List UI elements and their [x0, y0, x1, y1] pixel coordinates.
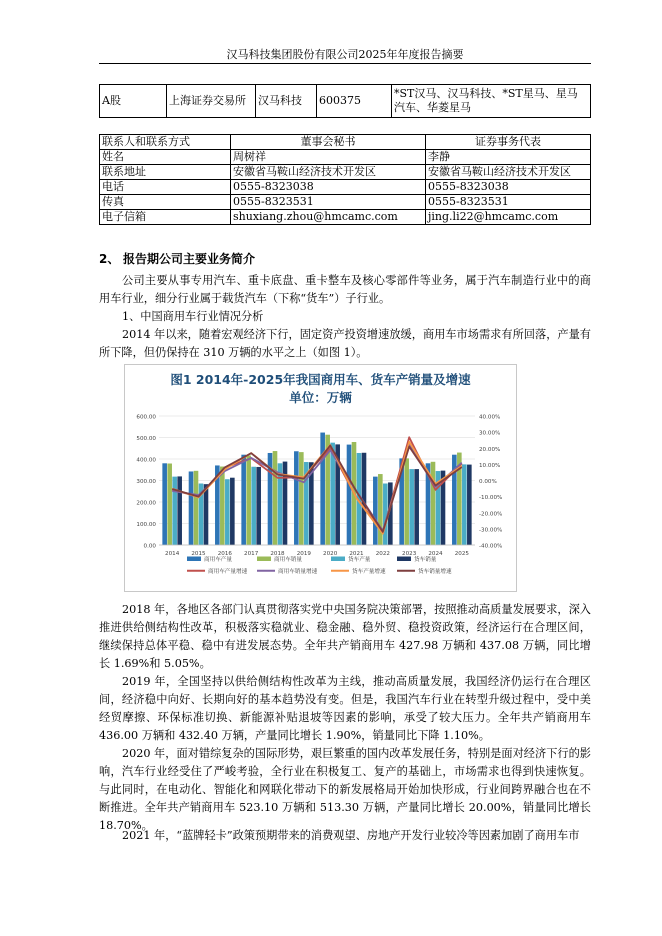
legend-swatch: [331, 557, 345, 562]
y-tick-label: 200.00: [136, 500, 156, 507]
x-tick-label: 2023: [402, 551, 417, 557]
y-tick-label: 600.00: [136, 414, 156, 421]
table-header-cell: 证券事务代表: [426, 135, 591, 150]
y2-tick-label: -20.00%: [479, 511, 503, 518]
table-row: [100, 85, 591, 118]
bar: [167, 464, 172, 545]
contact-table: [99, 134, 591, 225]
table-row: [100, 150, 591, 165]
legend-swatch: [187, 557, 201, 562]
bar: [409, 469, 414, 545]
email-cell: jing.li22@hmcamc.com: [426, 210, 591, 225]
bar: [294, 451, 299, 545]
legend-label: 货车销量增速: [418, 569, 452, 575]
bar: [172, 477, 177, 545]
y-tick-label: 300.00: [136, 479, 156, 485]
section-heading: [99, 250, 255, 267]
x-tick-label: 2014: [165, 551, 180, 557]
y2-tick-label: 0.00%: [479, 479, 497, 485]
table-cell: 电话: [100, 180, 231, 195]
x-tick-label: 2015: [191, 551, 206, 557]
former-names-cell: *ST汉马、汉马科技、*ST星马、星马汽车、华菱星马: [392, 85, 591, 118]
legend-label: 商用车销量增速: [278, 569, 318, 575]
y-tick-label: 100.00: [136, 522, 156, 528]
exchange-cell: 上海证券交易所: [167, 85, 256, 118]
bar: [204, 484, 209, 545]
bar: [414, 469, 419, 545]
legend-label: 商用车产量: [204, 557, 232, 563]
legend-swatch: [397, 557, 411, 562]
paragraph: 2019 年，全国坚持以供给侧结构性改革为主线，推动高质量发展，我国经济仍运行在合理区间，经济稳中向好、长期向好的基本趋势没有变。但是，我国汽车行业在转型升级过程中，受中美经贸摩擦、环保标准切换、新能源补贴退坡等因素的影响，承受了较大压力。全年共产销商用车 436.00 万辆和 432.40 万辆，产量同比增长 1.90%，销量同比下降 1.10%。: [99, 675, 591, 742]
bar: [462, 464, 467, 545]
bar: [194, 471, 199, 545]
legend-label: 货车产量: [348, 557, 371, 563]
bar: [378, 474, 383, 545]
x-tick-label: 2021: [349, 551, 364, 557]
bar: [220, 467, 225, 545]
legend-label: 货车销量: [414, 557, 437, 563]
x-tick-label: 2022: [375, 551, 390, 557]
bar: [273, 451, 278, 545]
legend-swatch: [257, 557, 271, 562]
table-header-cell: 董事会秘书: [231, 135, 426, 150]
table-row: [100, 180, 591, 195]
x-tick-label: 2025: [454, 551, 469, 557]
table-cell: 0555-8323038: [231, 180, 426, 195]
table-header-cell: 联系人和联系方式: [100, 135, 231, 150]
bar: [431, 462, 436, 545]
bar: [230, 478, 235, 545]
x-tick-label: 2019: [296, 551, 311, 557]
paragraph: 2021 年，“蓝牌轻卡”政策预期带来的消费观望、房地产开发行业较冷等因素加剧了商用车市: [122, 829, 580, 842]
table-cell: 安徽省马鞍山经济技术开发区: [426, 165, 591, 180]
paragraph: 2018 年，各地区各部门认真贯彻落实党中央国务院决策部署，按照推动高质量发展要求，深入推进供给侧结构性改革，积极落实稳就业、稳金融、稳外贸、稳投资政策，经济运行在合理区间，继续保持总体平稳、稳中有进发展态势。全年共产销商用车 427.98 万辆和 437.08 万辆，同比增长 1.69%和 5.05%。: [99, 603, 591, 670]
bar: [251, 467, 256, 545]
bar: [189, 471, 194, 545]
table-cell: 周树祥: [231, 150, 426, 165]
stock-info-table: [99, 84, 591, 118]
table-cell: 0555-8323531: [231, 195, 426, 210]
chart-figure: [124, 364, 517, 592]
y2-tick-label: 20.00%: [479, 446, 501, 453]
bar: [404, 458, 409, 545]
section-number: 2、: [99, 252, 120, 266]
table-cell: 0555-8323038: [426, 180, 591, 195]
stock-code-cell: 600375: [317, 85, 392, 118]
y-tick-label: 400.00: [136, 457, 156, 464]
y2-tick-label: -40.00%: [479, 543, 503, 550]
stock-type-cell: A股: [100, 85, 167, 118]
paragraph: 公司主要从事专用汽车、重卡底盘、重卡整车及核心零部件等业务，属于汽车制造行业中的商用车行业，细分行业属于载货汽车（下称“货车”）子行业。: [99, 274, 591, 305]
table-cell: 联系地址: [100, 165, 231, 180]
table-cell: 李静: [426, 150, 591, 165]
bar: [246, 456, 251, 545]
y2-tick-label: 30.00%: [479, 430, 501, 437]
chart-canvas: [125, 365, 516, 591]
table-row: [100, 165, 591, 180]
bar: [320, 433, 325, 545]
bar: [256, 467, 261, 545]
paragraph: 2020 年，面对错综复杂的国际形势，艰巨繁重的国内改革发展任务，特别是面对经济下行的影响，汽车行业经受住了严峻考验，全行业在积极复工、复产的基础上，市场需求也得到快速恢复。与此同时，在电动化、智能化和网联化带动下的新发展格局开始加快形成，行业间跨界融合也在不断推进。全年共产销商用车 523.10 万辆和 513.30 万辆，产量同比增长 20.00%，销量同比增长 18.70%。: [99, 747, 591, 832]
table-cell: 传真: [100, 195, 231, 210]
x-tick-label: 2016: [217, 551, 232, 557]
legend-label: 商用车产量增速: [208, 569, 248, 575]
bar: [225, 479, 230, 545]
bar: [241, 455, 246, 545]
y2-tick-label: 10.00%: [479, 462, 501, 469]
bar: [299, 452, 304, 545]
bar: [373, 477, 378, 545]
table-cell: 0555-8323531: [426, 195, 591, 210]
x-tick-label: 2024: [428, 551, 443, 557]
chart-title: 图1 2014年-2025年我国商用车、货车产销量及增速 单位：万辆: [170, 372, 471, 405]
section-title: 报告期公司主要业务简介: [123, 252, 256, 266]
table-cell: 安徽省马鞍山经济技术开发区: [231, 165, 426, 180]
bar: [467, 465, 472, 545]
legend-label: 商用车销量: [274, 557, 302, 563]
bar: [347, 445, 352, 545]
y2-tick-label: 40.00%: [479, 414, 501, 421]
bar: [162, 463, 167, 545]
subheading: 1、中国商用车行业情况分析: [122, 310, 264, 323]
legend-label: 货车产量增速: [352, 569, 386, 575]
y2-tick-label: -10.00%: [479, 495, 503, 502]
y-tick-label: 500.00: [136, 436, 156, 442]
bar: [177, 476, 182, 545]
stock-short-name-cell: 汉马科技: [256, 85, 317, 118]
page-header: 汉马科技集团股份有限公司2025年年度报告摘要: [226, 48, 464, 61]
y-tick-label: 0.00: [143, 543, 156, 550]
table-cell: 电子信箱: [100, 210, 231, 225]
header-rule: [99, 63, 591, 64]
paragraph: 2014 年以来，随着宏观经济下行，固定资产投资增速放缓，商用车市场需求有所回落，产量有所下降，但仍保持在 310 万辆的水平之上（如图 1）。: [99, 328, 591, 359]
y2-tick-label: -30.00%: [479, 527, 503, 534]
x-tick-label: 2017: [244, 551, 259, 557]
x-tick-label: 2020: [323, 551, 338, 557]
table-row: [100, 210, 591, 225]
table-header-row: [100, 135, 591, 150]
x-tick-label: 2018: [270, 551, 285, 557]
table-cell: 姓名: [100, 150, 231, 165]
email-cell: shuxiang.zhou@hmcamc.com: [231, 210, 426, 225]
table-row: [100, 195, 591, 210]
